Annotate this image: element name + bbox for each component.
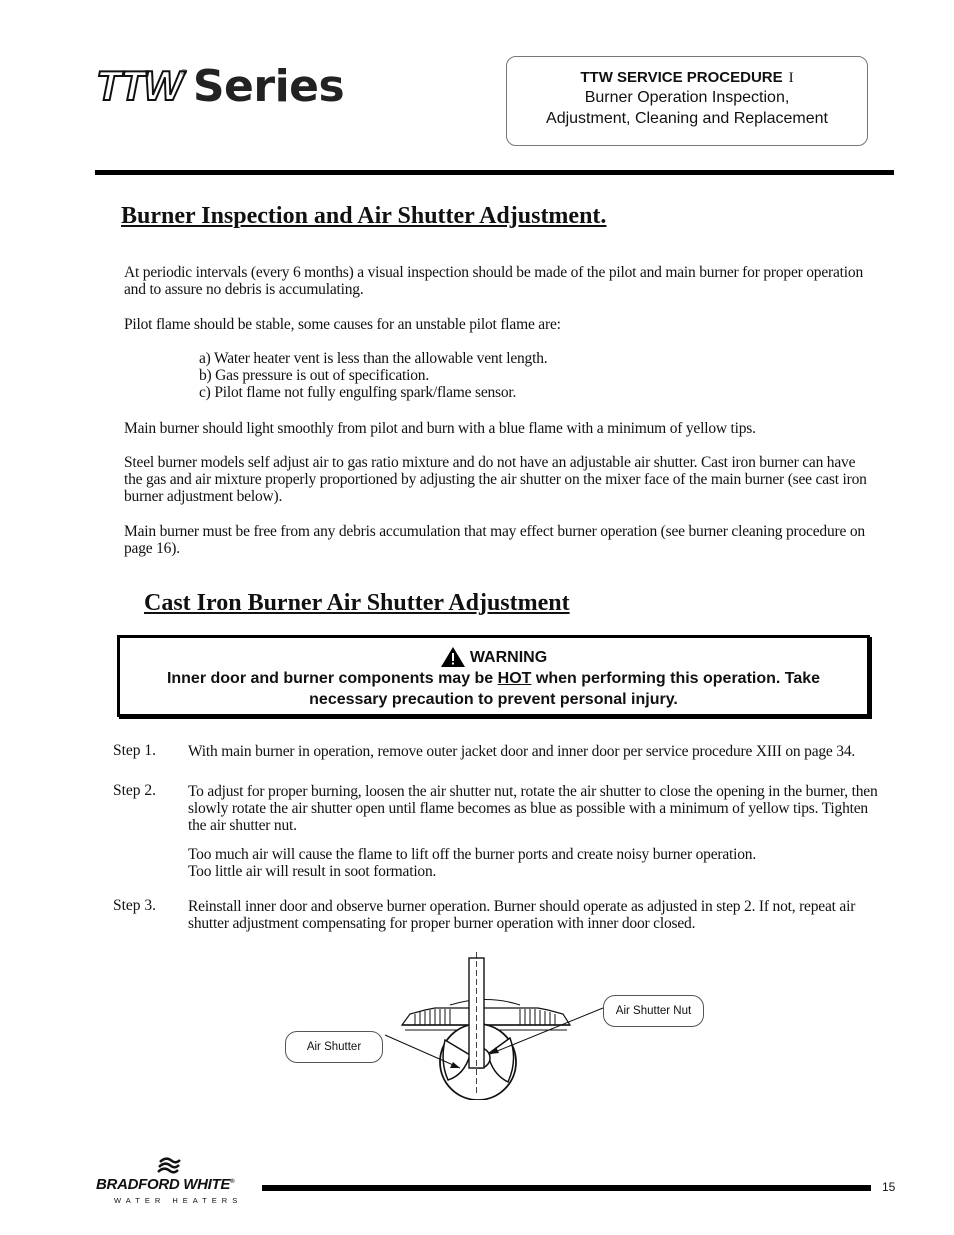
ttw-series-logo — [96, 62, 344, 110]
brand-registered: ® — [230, 1179, 235, 1185]
flame-wave-icon — [156, 1156, 182, 1176]
callout-air-shutter-nut: Air Shutter Nut — [603, 995, 704, 1027]
paragraph-main-burner: Main burner should light smoothly from pilot and burn with a blue flame with a minimum of yellow tips. — [124, 420, 756, 437]
step-label: Step 2. — [113, 782, 157, 799]
step-label: Step 1. — [113, 742, 157, 759]
step-note: Too much air will cause the flame to lift off the burner ports and create noisy burner operation. — [188, 846, 757, 863]
warning-text-3: necessary precaution to prevent personal injury. — [309, 691, 678, 708]
step-text: With main burner in operation, remove outer jacket door and inner door per service procedure XIII on page 34. — [188, 743, 856, 760]
procedure-number: I — [788, 70, 794, 86]
brand-name: BRADFORD WHITE — [96, 1176, 231, 1193]
paragraph-debris: Main burner must be free from any debris accumulation that may effect burner operation (see burner cleaning procedure on page 16). — [124, 523, 865, 557]
procedure-subtitle-2: Adjustment, Cleaning and Replacement — [546, 110, 828, 127]
registered-mark: ® — [180, 68, 187, 77]
bradford-white-logo — [96, 1156, 256, 1206]
callout-air-shutter: Air Shutter — [285, 1031, 383, 1063]
warning-hot: HOT — [497, 670, 532, 687]
step-label: Step 3. — [113, 897, 157, 914]
procedure-box — [506, 56, 868, 146]
paragraph-steel-burner: Steel burner models self adjust air to gas ratio mixture and do not have an adjustable air shutter. Cast iron burner can have the gas and air mixture properly proportioned by adjusting the air shutter on the mixer face of the main burner (see cast iron burner adjustment below). — [124, 454, 867, 505]
procedure-title: TTW SERVICE PROCEDURE — [580, 69, 783, 86]
warning-box — [117, 635, 870, 717]
step-text: To adjust for proper burning, loosen the air shutter nut, rotate the air shutter to close the opening in the burner, then slowly rotate the air shutter open until flame becomes as blue as possible with a minimum of yellow tips. Tighten the air shutter nut. — [188, 783, 878, 834]
page-number: 15 — [882, 1180, 896, 1194]
header-divider — [95, 170, 894, 175]
step-text: Reinstall inner door and observe burner operation. Burner should operate as adjusted in step 2. If not, repeat air shutter adjustment compensating for proper burner operation with inner door closed. — [188, 898, 856, 932]
footer-divider — [262, 1185, 871, 1191]
list-item: b) Gas pressure is out of specification. — [199, 367, 430, 384]
procedure-subtitle-1: Burner Operation Inspection, — [584, 89, 790, 106]
warning-title: WARNING — [469, 648, 548, 666]
step-note: Too little air will result in soot formation. — [188, 863, 437, 880]
unstable-pilot-causes-list — [199, 350, 547, 401]
ttw-logo-mark: TTW — [96, 62, 181, 109]
paragraph-pilot-flame: Pilot flame should be stable, some causes for an unstable pilot flame are: — [124, 316, 561, 333]
brand-subtitle: WATER HEATERS — [114, 1196, 243, 1205]
series-title: Series — [192, 60, 345, 112]
section-heading-inspection: Burner Inspection and Air Shutter Adjustment. — [121, 203, 607, 229]
warning-triangle-icon — [440, 646, 466, 668]
list-item: c) Pilot flame not fully engulfing spark/flame sensor. — [199, 384, 517, 401]
paragraph-periodic-inspection: At periodic intervals (every 6 months) a visual inspection should be made of the pilot and main burner for proper operation and to assure no debris is accumulating. — [124, 264, 863, 298]
list-item: a) Water heater vent is less than the allowable vent length. — [199, 350, 548, 367]
warning-text-2: when performing this operation. Take — [531, 670, 821, 687]
warning-text-1: Inner door and burner components may be — [166, 670, 498, 687]
section-heading-cast-iron: Cast Iron Burner Air Shutter Adjustment — [144, 590, 570, 616]
